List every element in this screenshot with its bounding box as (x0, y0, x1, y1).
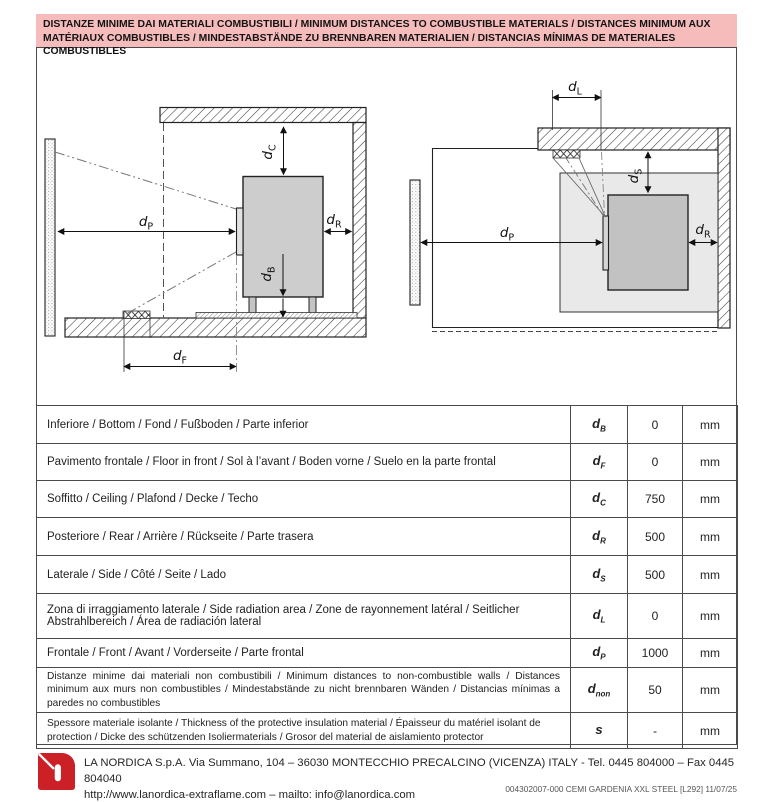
distance-description: Spessore materiale isolante / Thickness of the protective insulation material / Épaisseur du matériel isolant de protection / Dicke des schützenden Isoliermaterials / Grosor del material de aislamiento protector (37, 713, 571, 749)
page-title: DISTANZE MINIME DAI MATERIALI COMBUSTIBILI / MINIMUM DISTANCES TO COMBUSTIBLE MATERIALS / DISTANCES MINIMUM AUX MATÉRIAUX COMBUSTIBLES / MINDESTABSTÄNDE ZU BRENNBAREN MATERIALIEN / DISTANCIAS MÍNIMAS DE MATERIALES COMBUSTIBLES (43, 19, 711, 58)
rear-wall (353, 123, 366, 319)
wall-radiation-marker (553, 150, 580, 158)
distance-value: 500 (628, 556, 683, 594)
distance-unit: mm (683, 594, 738, 639)
svg-text:dP: $d_P$ (499, 225, 515, 244)
distance-value: 0 (628, 594, 683, 639)
svg-text:dB: $d_B$ (259, 266, 278, 282)
distance-description: Zona di irraggiamento laterale / Side radiation area / Zone de rayonnement latéral / Seitlicher Abstrahlbereich / Área de radiación lateral (37, 594, 571, 639)
distance-value: 750 (628, 481, 683, 518)
distance-unit: mm (683, 406, 738, 444)
distance-symbol: $d_B$ (571, 406, 628, 444)
distance-symbol: $d_R$ (571, 518, 628, 556)
distance-unit: mm (683, 556, 738, 594)
distance-diagrams (36, 48, 736, 405)
distance-value: 500 (628, 518, 683, 556)
company-address-line: LA NORDICA S.p.A. Via Summano, 104 – 36030 MONTECCHIO PRECALCINO (VICENZA) ITALY - Tel. 0445 804000 – Fax 0445 804040 (84, 757, 735, 786)
side-wall (538, 128, 730, 150)
distance-description: Posteriore / Rear / Arrière / Rückseite / Parte trasera (37, 518, 571, 556)
distance-symbol: $d_P$ (571, 639, 628, 668)
distance-unit: mm (683, 639, 738, 668)
table-row (37, 668, 738, 713)
distance-symbol: $d_{non}$ (571, 668, 628, 713)
distance-table (36, 405, 738, 749)
combustible-panel (410, 180, 420, 305)
stove-leg (309, 297, 316, 313)
table-row (37, 713, 738, 749)
distance-symbol: $d_L$ (571, 594, 628, 639)
distance-symbol: s (571, 713, 628, 749)
floor-radiation-marker (123, 311, 150, 319)
distance-symbol: $d_S$ (571, 556, 628, 594)
distance-value: - (628, 713, 683, 749)
floor (65, 318, 366, 337)
floor-plate (196, 313, 357, 319)
svg-text:dS: $d_S$ (626, 168, 645, 184)
document-code: 004302007-000 CEMI GARDENIA XXL STEEL [L292] 11/07/25 (505, 784, 737, 794)
distance-description: Pavimento frontale / Floor in front / Sol à l’avant / Boden vorne / Suelo en la parte frontal (37, 444, 571, 481)
svg-text:dC: $d_C$ (260, 144, 279, 160)
svg-text:dR: $d_R$ (326, 212, 342, 231)
table-row (37, 444, 738, 481)
title-banner (36, 14, 737, 58)
distance-value: 1000 (628, 639, 683, 668)
table-row (37, 594, 738, 639)
distance-description: Inferiore / Bottom / Fond / Fußboden / Parte inferior (37, 406, 571, 444)
side-view-diagram (45, 108, 366, 373)
distance-unit: mm (683, 481, 738, 518)
distance-unit: mm (683, 668, 738, 713)
ceiling (160, 108, 366, 123)
footer (36, 751, 737, 802)
table-row (37, 639, 738, 668)
dimension-dP-side (58, 214, 235, 233)
la-nordica-logo (38, 753, 75, 790)
radiation-line-lower (127, 252, 236, 314)
stove-body-top (608, 195, 688, 290)
table-row (37, 556, 738, 594)
distance-value: 0 (628, 406, 683, 444)
radiation-line-upper (55, 152, 236, 209)
distance-description: Distanze minime dai materiali non combustibili / Minimum distances to non-combustible walls / Distances minimum aux murs non combustibles / Mindestabstände zu nicht brennbaren Wänden / Distancias mínimas a paredes no combustibles (37, 668, 571, 713)
distance-value: 0 (628, 444, 683, 481)
distance-description: Laterale / Side / Côté / Seite / Lado (37, 556, 571, 594)
table-row (37, 518, 738, 556)
distance-unit: mm (683, 444, 738, 481)
dimension-dR-side (325, 212, 352, 232)
svg-text:dR: $d_R$ (695, 222, 711, 241)
dimension-dC (260, 127, 284, 175)
distance-unit: mm (683, 713, 738, 749)
top-view-diagram (410, 79, 730, 332)
distance-symbol: $d_C$ (571, 481, 628, 518)
rear-wall (718, 128, 730, 328)
company-web-line: http://www.lanordica-extraflame.com – mailto: info@lanordica.com (84, 789, 416, 802)
distance-description: Soffitto / Ceiling / Plafond / Decke / Techo (37, 481, 571, 518)
distance-unit: mm (683, 518, 738, 556)
stove-door-top (603, 216, 609, 270)
svg-text:dL: $d_L$ (568, 79, 582, 98)
distance-symbol: $d_F$ (571, 444, 628, 481)
svg-text:dF: $d_F$ (172, 348, 188, 367)
combustible-panel (45, 139, 55, 336)
stove-leg (249, 297, 256, 313)
stove-door (237, 208, 244, 255)
table-row (37, 481, 738, 518)
svg-text:dP: $d_P$ (138, 214, 154, 233)
distance-description: Frontale / Front / Avant / Vorderseite / Parte frontal (37, 639, 571, 668)
table-row (37, 406, 738, 444)
distance-value: 50 (628, 668, 683, 713)
